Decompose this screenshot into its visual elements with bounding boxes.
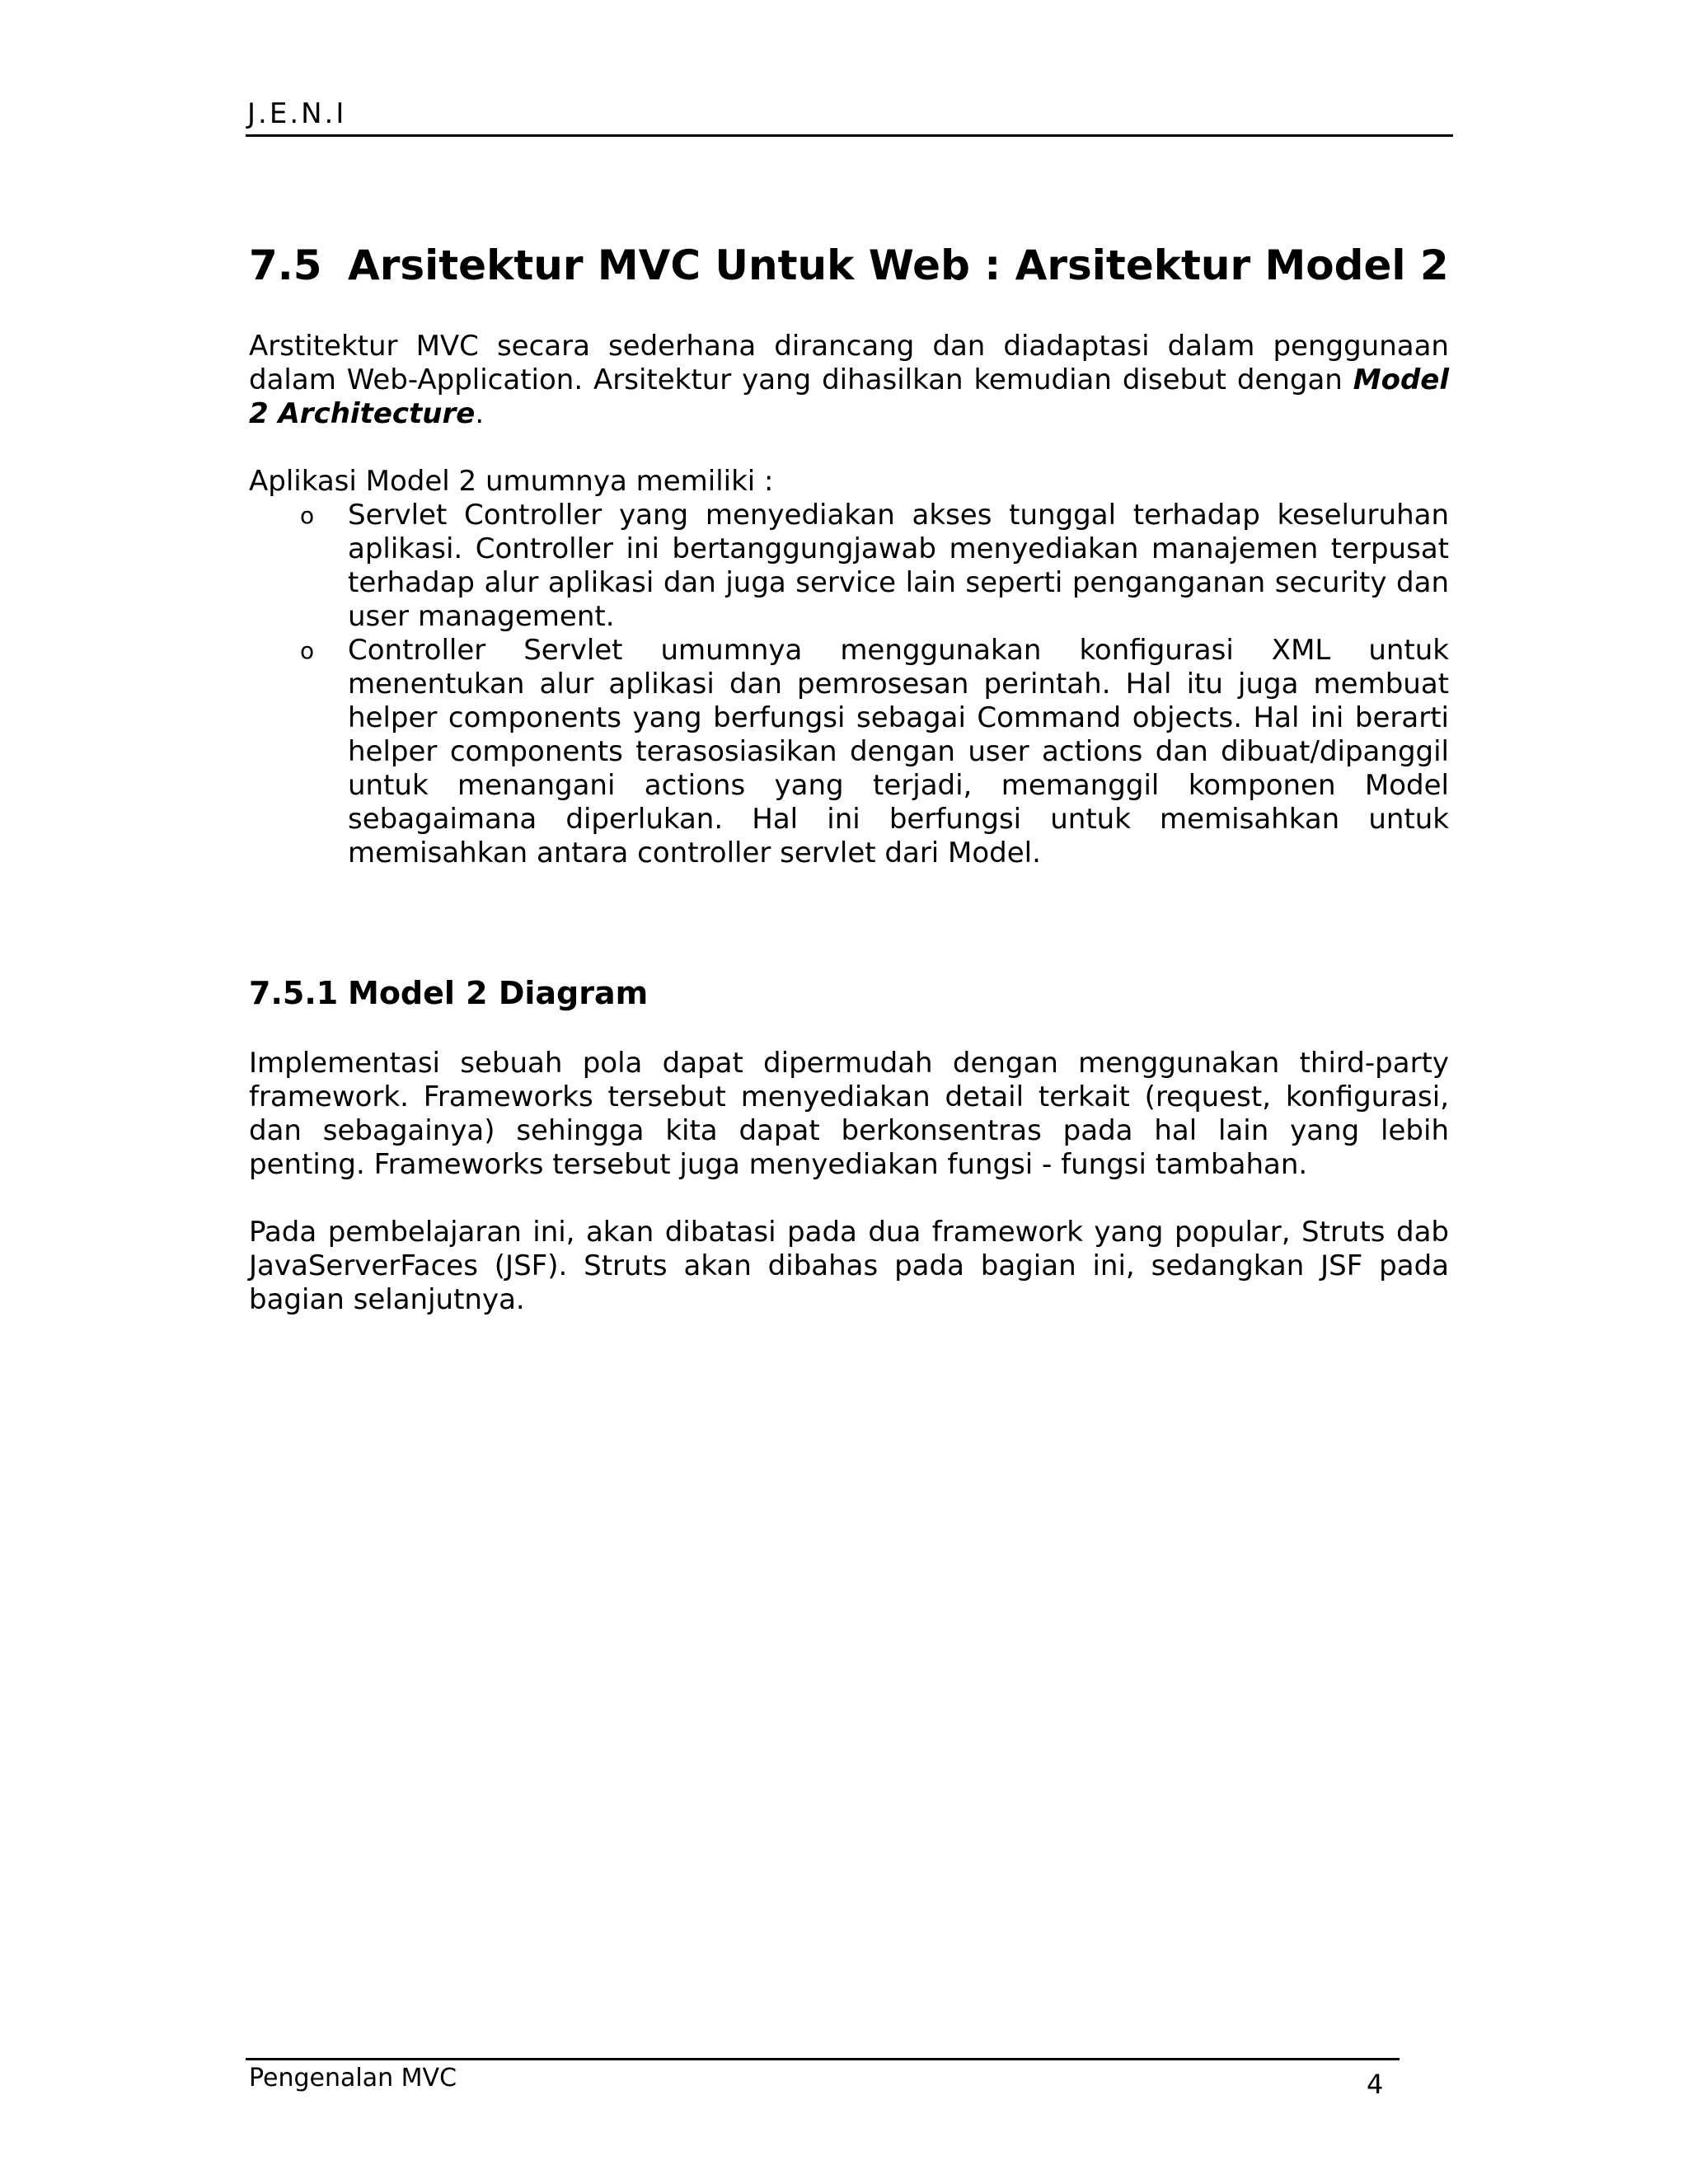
page-content [249,237,1449,1317]
list-intro: Aplikasi Model 2 umumnya memiliki : [249,465,774,498]
bullet-marker: o [300,502,315,529]
footer-divider [246,2058,1400,2060]
intro-end: . [475,397,485,430]
list-item [249,634,1449,870]
intro-paragraph [249,330,1449,431]
list-item-text: Controller Servlet umumnya menggunakan konfigurasi XML untuk menentukan alur aplikasi dan pemrosesan perintah. Hal itu juga membuat helper components yang berfungsi sebagai Command objects. Hal ini berarti helper components terasosiasikan dengan user actions dan dibuat/dipanggil untuk menangani actions yang terjadi, memanggil komponen Model sebagaimana diperlukan. Hal ini berfungsi untuk memisahkan untuk memisahkan antara controller servlet dari Model. [348,634,1449,869]
footer-title: Pengenalan MVC [249,2064,457,2093]
section-title: Arsitektur MVC Untuk Web : Arsitektur Model 2 [348,241,1449,289]
running-header: J.E.N.I [247,97,347,130]
header-divider [246,134,1453,137]
intro-text: Arstitektur MVC secara sederhana dirancang dan diadaptasi dalam penggunaan dalam Web-Application. Arsitektur yang dihasilkan kemudian disebut dengan [249,330,1449,396]
subsection-heading [249,972,1449,1014]
bullet-marker: o [300,637,315,664]
intro-emphasis: Model 2 Architecture [249,363,1449,430]
feature-list [249,499,1449,870]
page-number: 4 [1367,2069,1384,2100]
body-paragraph: Pada pembelajaran ini, akan dibatasi pada dua framework yang popular, Struts dab JavaServerFaces (JSF). Struts akan dibahas pada bagian ini, sedangkan JSF pada bagian selanjutnya. [249,1216,1449,1316]
body-paragraph: Implementasi sebuah pola dapat dipermudah dengan menggunakan third-party framework. Frameworks tersebut menyediakan detail terkait (request, konfigurasi, dan sebagainya) sehingga kita dapat berkonsentras pada hal lain yang lebih penting. Frameworks tersebut juga menyediakan fungsi - fungsi tambahan. [249,1047,1449,1181]
subsection-title: Model 2 Diagram [348,975,649,1011]
subsection-number: 7.5.1 [249,975,339,1011]
section-number: 7.5 [249,241,322,289]
list-item [249,499,1449,634]
list-item-text: Servlet Controller yang menyediakan akses tunggal terhadap keseluruhan aplikasi. Controller ini bertanggungjawab menyediakan manajemen terpusat terhadap alur aplikasi dan juga service lain seperti penganganan security dan user management. [348,499,1449,633]
section-heading [249,237,1449,293]
